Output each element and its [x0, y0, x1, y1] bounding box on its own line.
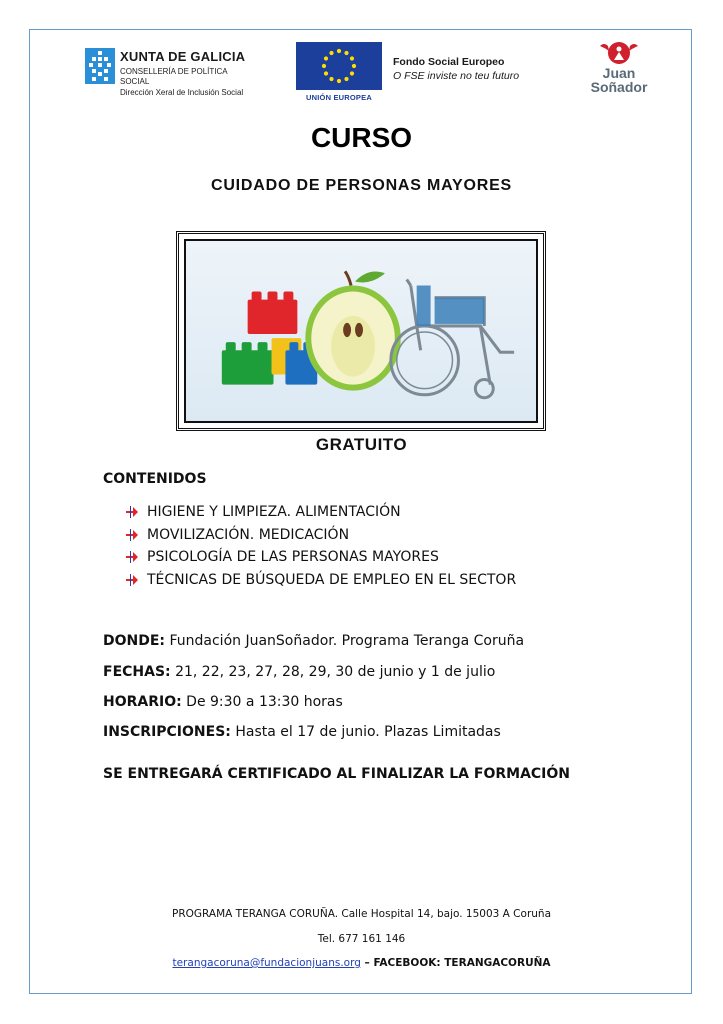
fse-block — [393, 56, 519, 82]
eu-star-icon — [337, 79, 341, 83]
xunta-division: Dirección Xeral de Inclusión Social — [120, 88, 244, 97]
schedule-label: HORARIO: — [103, 694, 182, 710]
list-item-label: PSICOLOGÍA DE LAS PERSONAS MAYORES — [147, 549, 439, 566]
footer-address: PROGRAMA TERANGA CORUÑA. Calle Hospital 14, bajo. 15003 A Coruña — [172, 908, 551, 920]
free-badge: GRATUITO — [315, 435, 408, 454]
list-item-label: TÉCNICAS DE BÚSQUEDA DE EMPLEO EN EL SECTOR — [147, 571, 517, 588]
xunta-emblem-icon — [85, 48, 115, 84]
list-item — [125, 569, 516, 592]
contents-heading: CONTENIDOS — [103, 471, 207, 487]
list-item — [125, 501, 516, 524]
juan-sonador-line1: Juan — [602, 65, 636, 81]
xunta-logo — [85, 46, 265, 102]
eu-star-icon — [337, 49, 341, 53]
juan-sonador-logo — [586, 40, 652, 100]
xunta-name: XUNTA DE GALICIA — [120, 49, 246, 64]
schedule-value: De 9:30 a 13:30 horas — [181, 694, 343, 710]
fse-subtitle: O FSE inviste no teu futuro — [393, 70, 520, 82]
facebook-label: FACEBOOK: TERANGACORUÑA — [373, 957, 551, 969]
email-link[interactable]: terangacoruna@fundacionjuans.org — [172, 957, 361, 969]
location-line — [103, 633, 524, 649]
dates-value: 21, 22, 23, 27, 28, 29, 30 de junio y 1 de julio — [170, 664, 496, 680]
registration-label: INSCRIPCIONES: — [103, 724, 231, 740]
registration-value: Hasta el 17 de junio. Plazas Limitadas — [230, 724, 501, 740]
xunta-department-line1: CONSELLERÍA DE POLÍTICA — [120, 67, 228, 76]
footer-contact — [0, 957, 723, 969]
eu-star-icon — [324, 71, 328, 75]
dates-label: FECHAS: — [103, 664, 171, 680]
juan-sonador-line2: Soñador — [590, 79, 648, 95]
eu-logo — [296, 42, 384, 104]
eu-label: UNIÓN EUROPEA — [306, 93, 372, 102]
eu-star-icon — [344, 51, 348, 55]
eu-star-icon — [329, 51, 333, 55]
eu-star-icon — [329, 77, 333, 81]
course-subtitle: CUIDADO DE PERSONAS MAYORES — [210, 177, 513, 194]
juan-sonador-logo-icon — [586, 40, 652, 68]
list-item — [125, 524, 516, 547]
registration-line — [103, 724, 501, 740]
eu-star-icon — [352, 64, 356, 68]
page-title: CURSO — [310, 122, 413, 153]
dates-line — [103, 664, 495, 680]
eu-star-icon — [350, 71, 354, 75]
arrow-bullet-icon — [125, 528, 139, 542]
list-item-label: MOVILIZACIÓN. MEDICACIÓN — [147, 526, 350, 543]
location-value: Fundación JuanSoñador. Programa Teranga Coruña — [165, 633, 525, 649]
juan-sonador-name — [586, 66, 652, 94]
list-item — [125, 546, 516, 569]
illustration-frame — [176, 231, 546, 431]
footer-phone: Tel. 677 161 146 — [317, 933, 406, 945]
eu-star-icon — [350, 56, 354, 60]
certificate-notice: SE ENTREGARÁ CERTIFICADO AL FINALIZAR LA FORMACIÓN — [103, 766, 571, 782]
eu-flag-icon — [296, 42, 382, 90]
schedule-line — [103, 694, 343, 710]
arrow-bullet-icon — [125, 573, 139, 587]
contents-list — [125, 501, 516, 591]
fse-title: Fondo Social Europeo — [393, 56, 505, 68]
list-item-label: HIGIENE Y LIMPIEZA. ALIMENTACIÓN — [147, 504, 401, 521]
footer-separator: – — [360, 957, 374, 969]
illustration-image — [184, 239, 538, 423]
eu-star-icon — [324, 56, 328, 60]
eu-star-icon — [344, 77, 348, 81]
xunta-department-line2: SOCIAL — [120, 77, 150, 86]
xunta-department — [120, 67, 228, 87]
arrow-bullet-icon — [125, 505, 139, 519]
location-label: DONDE: — [103, 633, 166, 649]
eu-star-icon — [322, 64, 326, 68]
arrow-bullet-icon — [125, 550, 139, 564]
